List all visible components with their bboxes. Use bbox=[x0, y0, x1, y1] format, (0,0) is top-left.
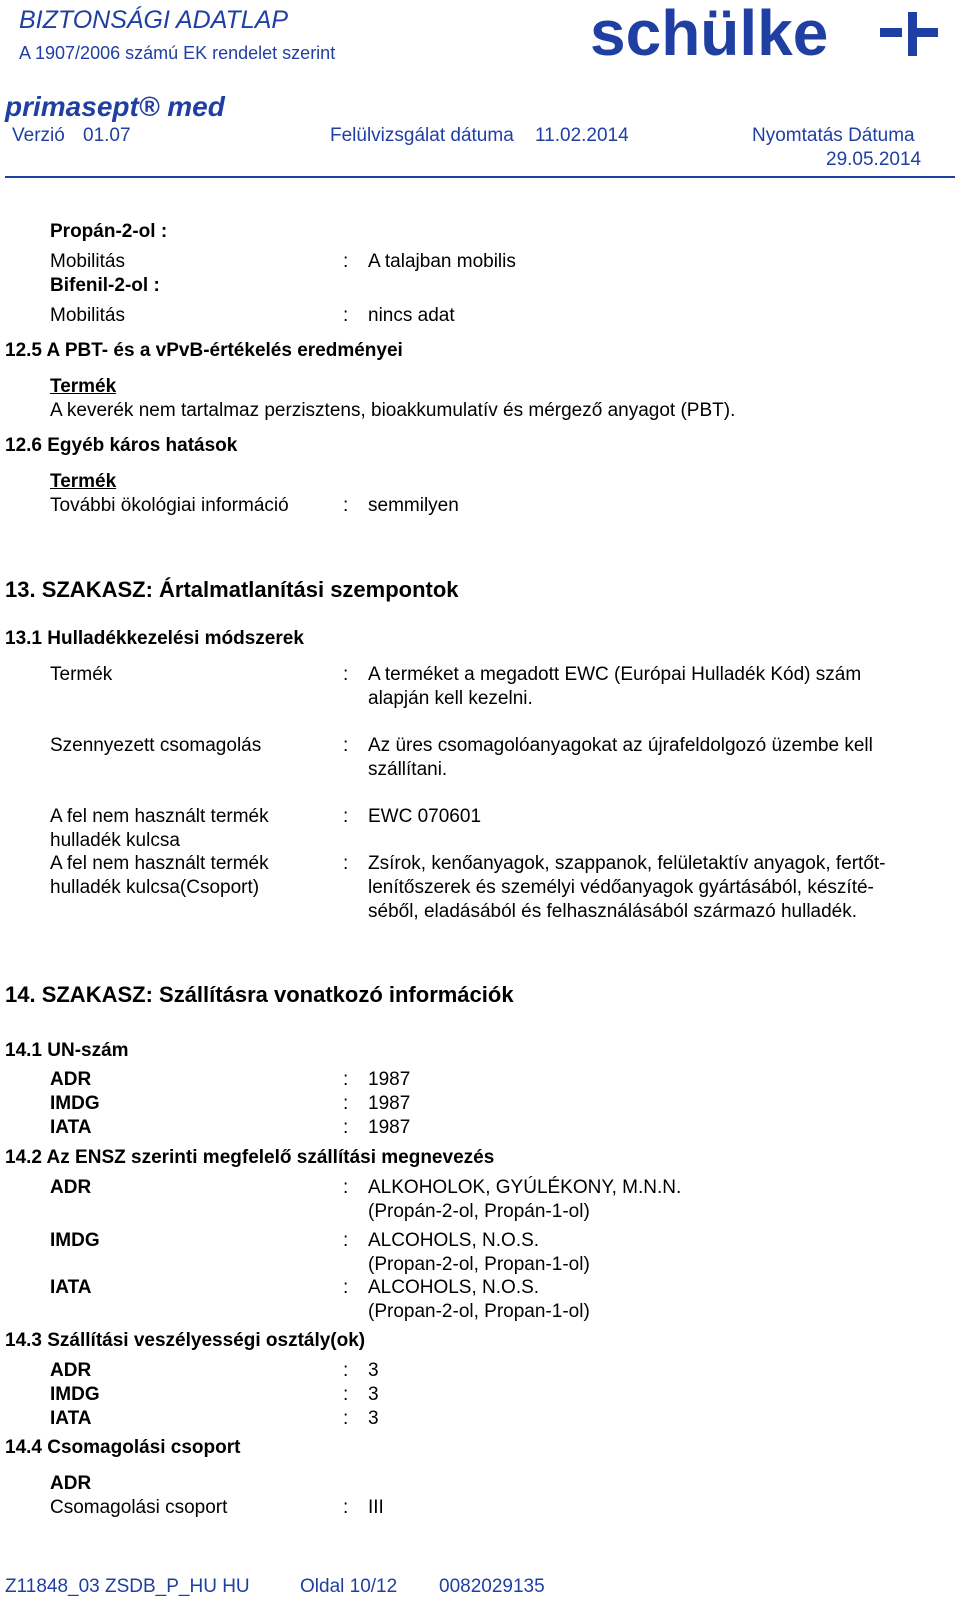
un-number-value: 1987 bbox=[368, 1093, 411, 1114]
mobility-value: A talajban mobilis bbox=[368, 251, 516, 272]
transport-mode-label: IMDG bbox=[50, 1093, 100, 1114]
colon: : bbox=[343, 1069, 349, 1090]
hazard-class-value: 3 bbox=[368, 1408, 379, 1429]
section-14-3-heading: 14.3 Szállítási veszélyességi osztály(ok) bbox=[5, 1330, 366, 1351]
mobility-label: Mobilitás bbox=[50, 251, 125, 272]
colon: : bbox=[343, 251, 349, 272]
transport-mode-label: ADR bbox=[50, 1177, 92, 1198]
packing-group-value: III bbox=[368, 1497, 384, 1518]
colon: : bbox=[343, 806, 349, 827]
waste-row-value: szállítani. bbox=[368, 759, 448, 780]
shipping-name-value: ALCOHOLS, N.O.S. bbox=[368, 1277, 540, 1298]
colon: : bbox=[343, 1384, 349, 1405]
waste-row-value: A terméket a megadott EWC (Európai Hulladék Kód) szám bbox=[368, 664, 862, 685]
colon: : bbox=[343, 1177, 349, 1198]
colon: : bbox=[343, 1117, 349, 1138]
mobility-value: nincs adat bbox=[368, 305, 455, 326]
transport-mode-label: IATA bbox=[50, 1117, 92, 1138]
product-subheading: Termék bbox=[50, 376, 117, 397]
product-subheading: Termék bbox=[50, 471, 117, 492]
revision-label: Felülvizsgálat dátuma bbox=[330, 125, 514, 146]
colon: : bbox=[343, 735, 349, 756]
version-label: Verzió bbox=[12, 125, 65, 146]
footer-page-number: Oldal 10/12 bbox=[300, 1576, 398, 1597]
waste-row-label: A fel nem használt termék bbox=[50, 806, 269, 827]
section-13-1-heading: 13.1 Hulladékkezelési módszerek bbox=[5, 628, 304, 649]
section-14-heading: 14. SZAKASZ: Szállításra vonatkozó információk bbox=[5, 982, 514, 1007]
colon: : bbox=[343, 1497, 349, 1518]
waste-row-value: alapján kell kezelni. bbox=[368, 688, 533, 709]
colon: : bbox=[343, 853, 349, 874]
product-name: primasept® med bbox=[5, 91, 225, 122]
waste-row-value: séből, eladásából és felhasználásából származó hulladék. bbox=[368, 901, 858, 922]
waste-row-label: A fel nem használt termék bbox=[50, 853, 269, 874]
logo-wordmark: schülke bbox=[590, 0, 829, 69]
transport-mode-label: IATA bbox=[50, 1408, 92, 1429]
colon: : bbox=[343, 495, 349, 516]
footer-doc-code: Z11848_03 ZSDB_P_HU HU bbox=[5, 1576, 250, 1597]
header-divider bbox=[5, 176, 955, 178]
waste-row-label: Termék bbox=[50, 664, 113, 685]
waste-row-value: Az üres csomagolóanyagokat az újrafeldolgozó üzembe kell bbox=[368, 735, 873, 756]
colon: : bbox=[343, 1360, 349, 1381]
eco-info-value: semmilyen bbox=[368, 495, 459, 516]
section-12-6-heading: 12.6 Egyéb káros hatások bbox=[5, 435, 238, 456]
packing-group-label: Csomagolási csoport bbox=[50, 1497, 228, 1518]
page-footer bbox=[5, 1575, 960, 1599]
document-title: BIZTONSÁGI ADATLAP bbox=[19, 6, 289, 34]
un-number-value: 1987 bbox=[368, 1069, 411, 1090]
section-14-4-heading: 14.4 Csomagolási csoport bbox=[5, 1437, 241, 1458]
mobility-label: Mobilitás bbox=[50, 305, 125, 326]
shipping-name-value: (Propan-2-ol, Propan-1-ol) bbox=[368, 1301, 590, 1322]
transport-mode-label: IMDG bbox=[50, 1230, 100, 1251]
waste-row-value: Zsírok, kenőanyagok, szappanok, felületaktív anyagok, fertőt- bbox=[368, 853, 886, 874]
hazard-class-value: 3 bbox=[368, 1384, 379, 1405]
regulation-subtitle: A 1907/2006 számú EK rendelet szerint bbox=[19, 43, 336, 63]
shipping-name-value: (Propán-2-ol, Propán-1-ol) bbox=[368, 1201, 590, 1222]
pbt-statement: A keverék nem tartalmaz perzisztens, bioakkumulatív és mérgező anyagot (PBT). bbox=[50, 400, 736, 421]
transport-mode-label: ADR bbox=[50, 1069, 92, 1090]
transport-mode-label: IATA bbox=[50, 1277, 92, 1298]
waste-row-value: EWC 070601 bbox=[368, 806, 482, 827]
colon: : bbox=[343, 1230, 349, 1251]
transport-mode-label: ADR bbox=[50, 1473, 92, 1494]
substance-bifenil-2-ol: Bifenil-2-ol : bbox=[50, 275, 160, 296]
hazard-class-value: 3 bbox=[368, 1360, 379, 1381]
print-date-value: 29.05.2014 bbox=[826, 149, 922, 170]
shipping-name-value: ALCOHOLS, N.O.S. bbox=[368, 1230, 540, 1251]
section-12-5-heading: 12.5 A PBT- és a vPvB-értékelés eredményei bbox=[5, 340, 403, 361]
revision-value: 11.02.2014 bbox=[535, 125, 629, 146]
section-14-2-heading: 14.2 Az ENSZ szerinti megfelelő szállítási megnevezés bbox=[5, 1147, 495, 1168]
waste-row-label: Szennyezett csomagolás bbox=[50, 735, 262, 756]
shipping-name-value: ALKOHOLOK, GYÚLÉKONY, M.N.N. bbox=[368, 1177, 682, 1198]
eco-info-label: További ökológiai információ bbox=[50, 495, 289, 516]
section-13-heading: 13. SZAKASZ: Ártalmatlanítási szempontok bbox=[5, 577, 459, 602]
section-14-1-heading: 14.1 UN-szám bbox=[5, 1040, 129, 1061]
schulke-logo bbox=[590, 0, 950, 70]
colon: : bbox=[343, 664, 349, 685]
footer-reference: 0082029135 bbox=[439, 1576, 545, 1597]
un-number-value: 1987 bbox=[368, 1117, 411, 1138]
waste-row-label: hulladék kulcsa bbox=[50, 830, 180, 851]
shipping-name-value: (Propan-2-ol, Propan-1-ol) bbox=[368, 1254, 590, 1275]
print-date-label: Nyomtatás Dátuma bbox=[752, 125, 915, 146]
waste-row-label: hulladék kulcsa(Csoport) bbox=[50, 877, 260, 898]
transport-mode-label: ADR bbox=[50, 1360, 92, 1381]
colon: : bbox=[343, 1408, 349, 1429]
transport-mode-label: IMDG bbox=[50, 1384, 100, 1405]
colon: : bbox=[343, 1277, 349, 1298]
waste-row-value: lenítőszerek és személyi védőanyagok gyártásából, készíté- bbox=[368, 877, 874, 898]
version-value: 01.07 bbox=[83, 125, 131, 146]
substance-propan-2-ol: Propán-2-ol : bbox=[50, 221, 168, 242]
colon: : bbox=[343, 305, 349, 326]
colon: : bbox=[343, 1093, 349, 1114]
